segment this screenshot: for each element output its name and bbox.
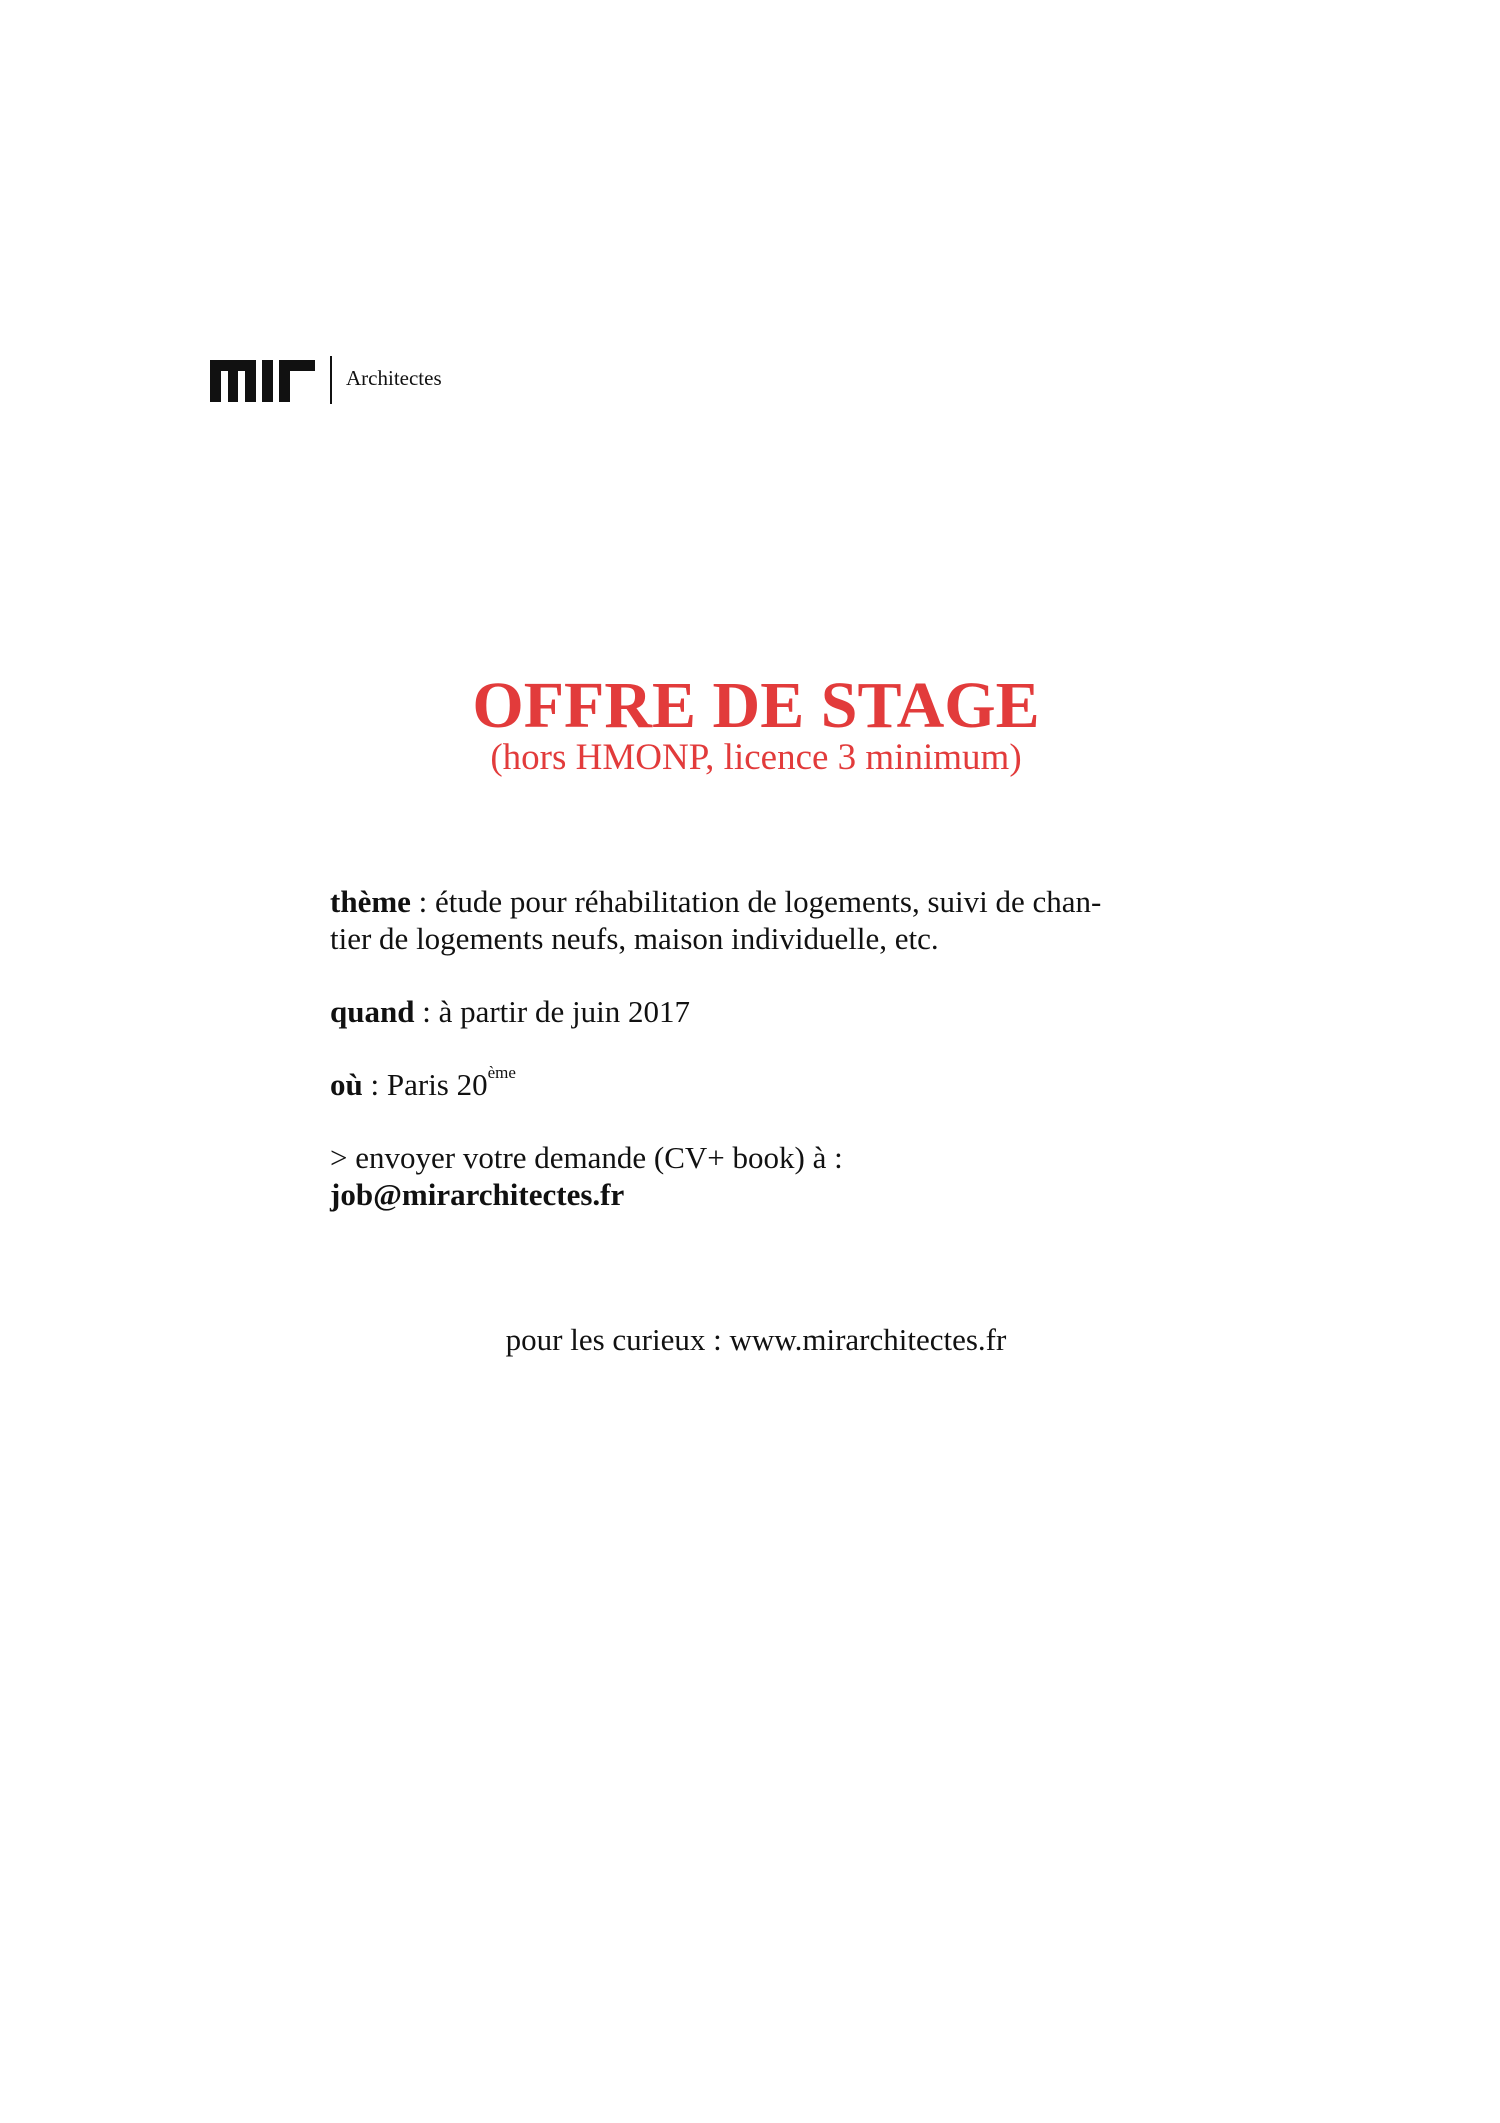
contact-prompt: > envoyer votre demande (CV+ book) à :: [330, 1140, 843, 1175]
separator: :: [414, 994, 439, 1029]
theme-value: étude pour réhabilitation de logements, suivi de chan-: [435, 884, 1102, 919]
quand-label: quand: [330, 994, 415, 1029]
logo-divider: [330, 356, 332, 404]
theme-line-1: [330, 884, 1101, 920]
mir-logo: [210, 360, 315, 402]
page-title: OFFRE DE STAGE: [472, 669, 1040, 742]
ou-label: où: [330, 1067, 363, 1102]
quand-line: [330, 994, 690, 1030]
footer-website: pour les curieux : www.mirarchitectes.fr: [505, 1322, 1007, 1357]
ou-line: [330, 1063, 516, 1103]
logo-text: Architectes: [346, 366, 442, 390]
theme-line-2: tier de logements neufs, maison individuelle, etc.: [330, 921, 939, 956]
quand-value: à partir de juin 2017: [438, 994, 690, 1029]
theme-label: thème: [330, 884, 411, 919]
contact-email[interactable]: job@mirarchitectes.fr: [330, 1177, 625, 1212]
ou-value: Paris 20: [386, 1067, 488, 1102]
ou-superscript: ème: [487, 1063, 516, 1082]
separator: :: [362, 1067, 387, 1102]
separator: :: [410, 884, 436, 919]
page-subtitle: (hors HMONP, licence 3 minimum): [490, 737, 1022, 778]
